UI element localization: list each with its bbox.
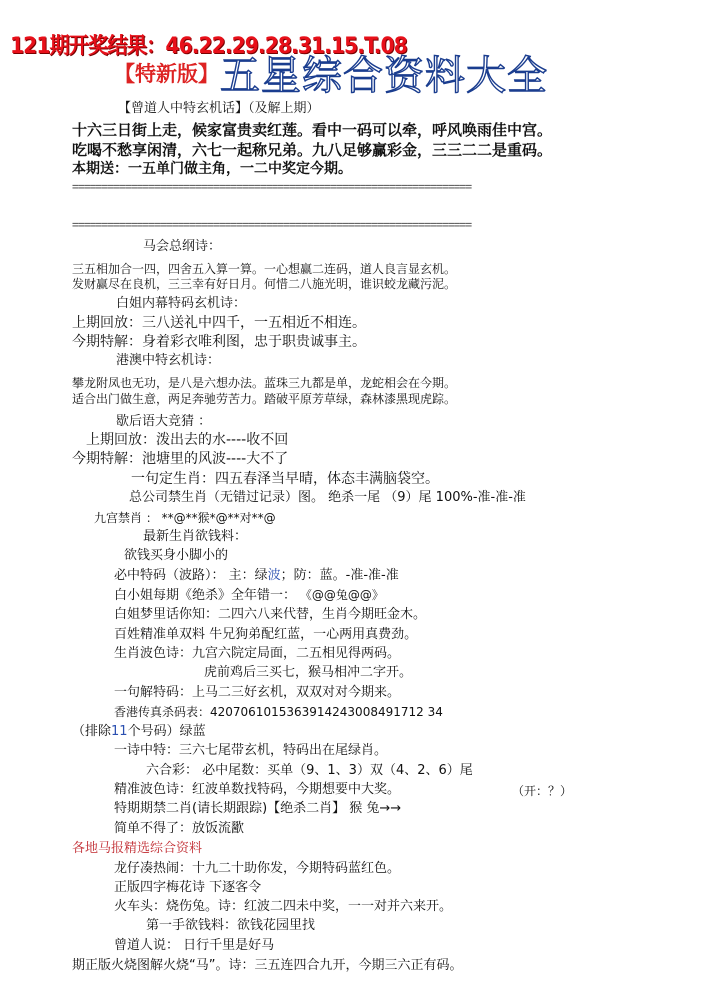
boshe-line1: 生肖波色诗：九宫六院定局面，二五相见得两码。 <box>114 646 401 661</box>
jingzhun-kai: （开：？） <box>512 784 573 798</box>
zuixin-line: 最新生肖欲钱料： <box>143 529 248 544</box>
bizhong-label: 必中特码（波路）： <box>114 568 225 583</box>
separator-1: ==================================================================== <box>72 180 472 195</box>
yishi-line: 一诗中特：三六七尾带玄机，特码出在尾绿肖。 <box>114 743 388 758</box>
mengli-line: 白姐梦里话你知：二四六八来代替，生肖今期旺金木。 <box>114 607 427 622</box>
liuhe-line: 六合彩： 必中尾数：买单（9、1、3）双（4、2、6）尾 <box>146 763 473 778</box>
jiandan-line: 简单不得了：放饭流歠 <box>114 821 245 836</box>
xiehouyu-line1: 上期回放：泼出去的水----收不回 <box>86 432 289 448</box>
gangao-title: 港澳中特玄机诗： <box>116 353 221 368</box>
longzai-line: 龙仔凑热闹：十九二十助你发，今期特码蓝红色。 <box>114 861 401 876</box>
xiaojie-value: 《@@兔@@》 <box>296 588 384 602</box>
gangao-line2: 适合出门做生意，两足奔驰劳苦力。踏破平原芳草绿，森林漆黑现虎踪。 <box>72 392 457 406</box>
paichu-middle: 个号码） <box>127 724 180 739</box>
section1-line1: 十六三日街上走，候家富贵卖红莲。看中一码可以牵，呼风唤雨佳中宫。 <box>72 121 553 139</box>
teqi-line: 特期期禁二肖(请长期跟踪)【绝杀二肖】 猴 兔→→ <box>114 801 402 816</box>
mahui-title: 马会总纲诗： <box>143 239 222 254</box>
zengdao-line: 曾道人说： 日行千里是好马 <box>114 938 275 953</box>
paichu-prefix: （排除 <box>72 724 112 739</box>
yiju-line: 一句定生肖：四五春泽当早晴，体态丰满脑袋空。 <box>131 471 439 487</box>
zonggongsi-line: 总公司禁生肖（无错过记录）图。 绝杀一尾 （9）尾 100%-准-准-准 <box>129 490 526 505</box>
jiugong-line: 九宫禁肖 ： **@**猴*@**对**@ <box>94 511 276 525</box>
xianggang-line: 香港传真杀码表：4207061015363914243008491712 34 <box>114 705 443 719</box>
bizhong-rest: ；防：蓝。-准-准-准 <box>280 568 399 583</box>
diyishou-line: 第一手欲钱料：欲钱花园里找 <box>146 918 316 933</box>
result-banner: 121期开奖结果：46.22.29.28.31.15.T.08 <box>10 34 407 59</box>
page-title: 五星综合资料大全 <box>220 53 548 99</box>
jingzhun-text: 精准波色诗：红波单数找特码，今期想要中大奖。 <box>114 782 401 797</box>
paichu-num: 11 <box>111 724 128 739</box>
xiehouyu-line2: 今期特解：池塘里的风波----大不了 <box>72 451 289 467</box>
mahui-line2: 发财赢尽在良机，三三幸有好日月。何惜二八施光明，谁识蛟龙藏污泥。 <box>72 277 457 291</box>
baixing-line: 百姓精准单双料 牛兄狗弟配红蓝，一心两用真费劲。 <box>114 627 418 642</box>
baijie-line1: 上期回放：三八送礼中四千，一五相近不相连。 <box>72 315 366 331</box>
yuqian-line: 欲钱买身小脚小的 <box>124 548 229 563</box>
xiaojie-line <box>114 588 384 604</box>
section1-line3: 本期送：一五单门做主角，一二中奖定今期。 <box>72 161 352 177</box>
baijie-title: 白姐内幕特码玄机诗： <box>116 296 247 311</box>
paichu-line <box>72 724 206 740</box>
xiehouyu-title: 歇后语大竞猜 ： <box>116 414 212 429</box>
yijujie-line: 一句解特码：上马二三好玄机，双双对对今期来。 <box>114 685 401 700</box>
mahui-line1: 三五相加合一四，四舍五入算一算。一心想赢二连码，道人良言显玄机。 <box>72 262 457 276</box>
zhengbanhuo-line: 期正版火烧图解火烧“马”。诗：三五连四合九开，今期三六正有码。 <box>72 958 463 973</box>
boshe-line2: 虎前鸡后三买七，猴马相冲二字开。 <box>204 665 413 680</box>
separator-2: ==================================================================== <box>72 218 472 233</box>
bizhong-main: 主：绿 <box>224 568 268 583</box>
baijie-line2: 今期特解：身着彩衣唯利图，忠于职贵诚事主。 <box>72 334 366 350</box>
bizhong-line <box>114 568 399 584</box>
edition-label: 【特新版】 <box>114 62 219 86</box>
gangao-line1: 攀龙附凤也无功，是八是六想办法。蓝珠三九都是单，龙蛇相会在今期。 <box>72 376 457 390</box>
zhengban-line: 正版四字梅花诗 下逐客令 <box>114 880 262 895</box>
xiaojie-label: 白小姐每期《绝杀》全年错一： <box>114 588 297 603</box>
paichu-value: 绿蓝 <box>179 724 206 739</box>
huoche-line: 火车头：烧伤兔。诗：红波二四未中奖，一一对并六来开。 <box>114 899 453 914</box>
bizhong-wave: 波 <box>267 568 281 583</box>
section1-line2: 吃喝不愁享闲清，六七一起称兄弟。九八足够赢彩金，三三二二是重码。 <box>72 141 553 159</box>
section1-title: 【曾道人中特玄机话】（及解上期） <box>118 101 320 116</box>
gedi-title: 各地马报精选综合资料 <box>72 841 203 856</box>
